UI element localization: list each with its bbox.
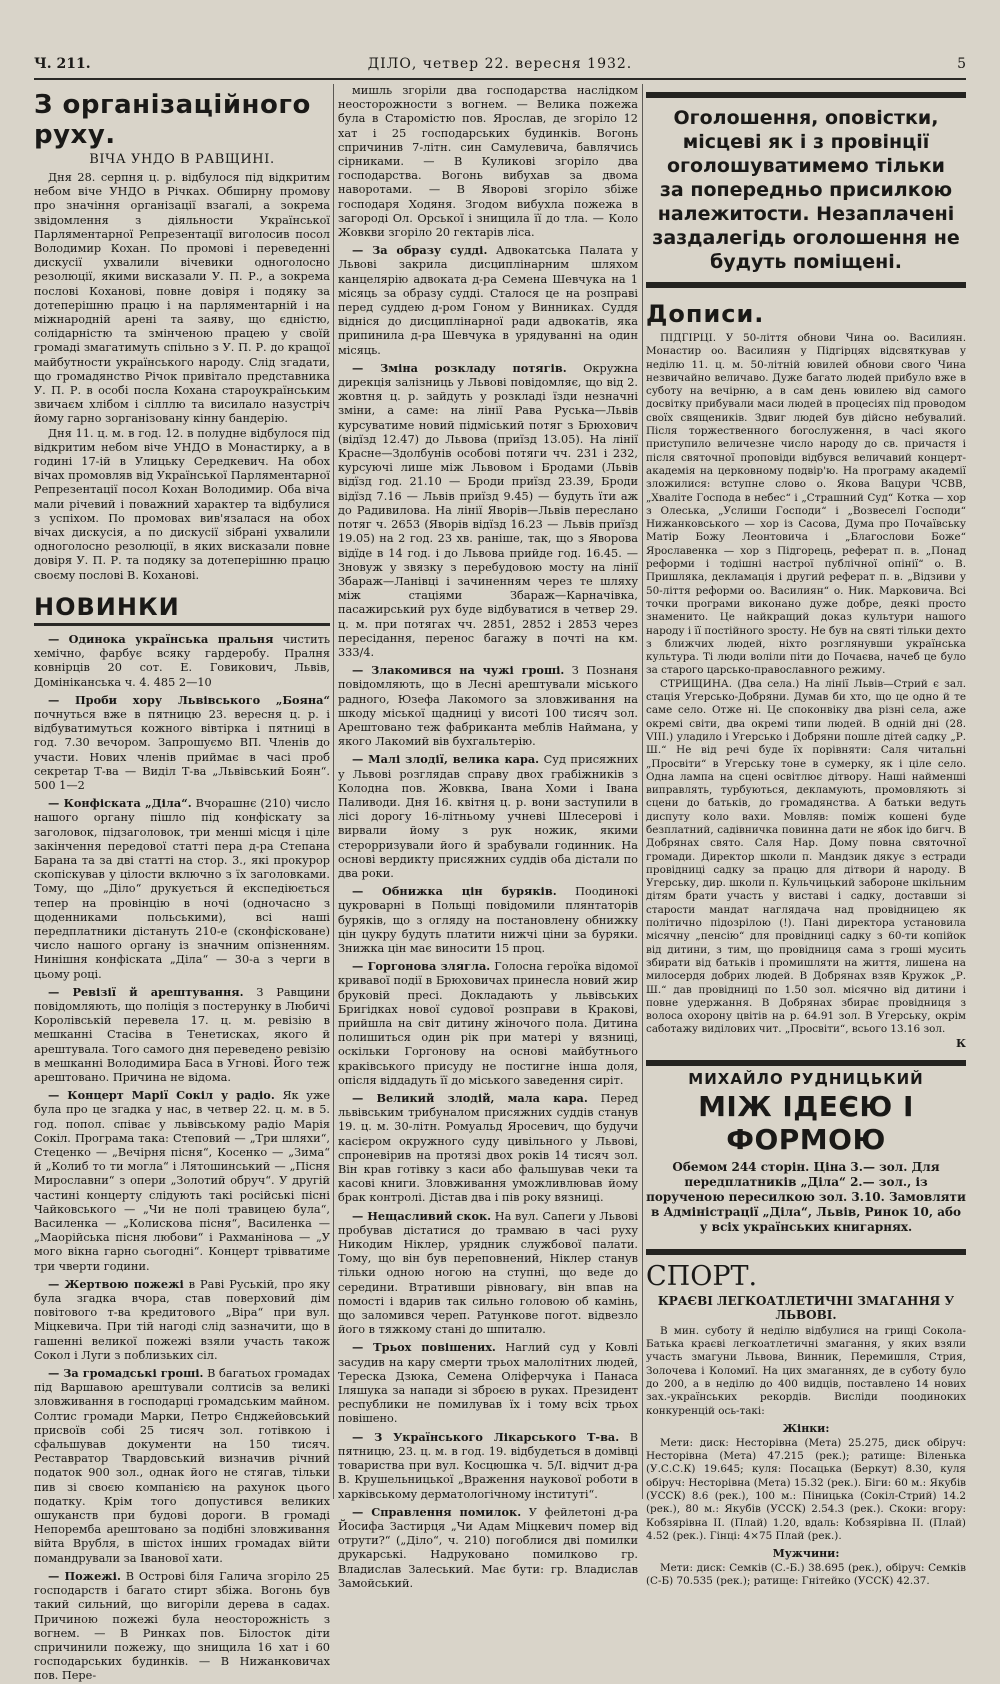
correspondence xyxy=(646,332,966,1037)
news-item xyxy=(34,796,330,982)
news-item xyxy=(34,693,330,793)
results-paragraph: Мети: диск: Несторівна (Мета) 25.275, диск обіруч: Несторівна (Мета) 47.215 (рек.); ратище: Віленька (У.С.С.К) 19.645; куля: Посацька (Беркут) 8.30, куля обіруч: Несторівна (Мета) 15.32 (рек.). Біги: 60 м.: Якубів (УССК) 8.6 (рек.), 100 м.: Піницька (Сокіл-Стрий) 14.2 (рек.), 80 м.: Якубів (УССК) 2.54.3 (рек.). Скоки: вгору: Кобзярівна ІІ. (Плай) 1.20, вдаль: Кобзярівна ІІ. (Плай) 4.52 (рек.). Гінці: 4×75 Плай (рек.). xyxy=(646,1436,966,1542)
news-item-headline: — Конфіската „Діла“. xyxy=(48,796,192,811)
news-item xyxy=(34,1088,330,1274)
news-item xyxy=(34,985,330,1085)
news-item xyxy=(338,884,638,956)
news-item-headline: — Злакомився на чужі гроші. xyxy=(352,663,565,678)
news-item-headline: — Великий злодій, мала кара. xyxy=(352,1091,588,1106)
news-item xyxy=(338,361,638,660)
column-rule xyxy=(333,84,334,1499)
article-subtitle: КРАЄВІ ЛЕГКОАТЛЕТИЧНІ ЗМАГАННЯ У ЛЬВОВІ. xyxy=(657,1293,955,1322)
news-item-text: Вчорашнє (210) число нашого органу пішло під конфіскату за заголовок, підзаголовок, три менші місця і ціле закінчення передової статті пера д-ра Степана Барана та за дві статті на стор. 3., які прокурор скопіскував у цілости включно з їх заголовками. Тому, що „Діло“ друкується й експедіюється тепер на провінцію в ночі (одночасно з щоденниками польськими), всі наші передплатники дістануть 210-е (сконфісковане) число нашого органу із значним опізненням. Нинішня конфіската „Діла“ — 30-а з черги в цьому році. xyxy=(34,797,330,981)
category-label: Мужчини: xyxy=(772,1547,840,1561)
news-item-headline: — Ревізії й арештування. xyxy=(48,984,244,999)
news-item-headline: — Нещасливий скок. xyxy=(352,1208,492,1223)
page-header xyxy=(34,54,966,80)
news-item-headline: — Малі злодії, велика кара. xyxy=(352,752,540,767)
section-title: СПОРТ. xyxy=(646,1249,966,1292)
news-item-headline: — Концерт Марії Сокіл у радіо. xyxy=(48,1088,275,1103)
column-2 xyxy=(338,84,639,1590)
news-item-headline: — З Українського Лікарського Т-ва. xyxy=(352,1429,620,1444)
column-rule xyxy=(642,84,643,1499)
ad-text: Обемом 244 сторін. Ціна 3.— зол. Для передплатників „Діла“ 2.— зол., із порученою пересилкою зол. 3.10. Замовляти в Адміністрації „Діла“, Львів, Ринок 10, або у всіх українських книгарнях. xyxy=(646,1159,966,1234)
ad-author: МИХАЙЛО РУДНИЦЬКИЙ xyxy=(688,1069,924,1088)
article-paragraph: ПІДГІРЦІ. У 50-ліття обнови Чина оо. Василиян. Монастир оо. Василиян у Підгірцях відсвяткував у неділю 11. ц. м. 50-літній ювилей обнови свого Чина незвичайно величаво. Дуже багато людей прибуло вже в суботу на вечірню, а в сам день ювилею від самого досвітку прибували маси людей в процесіях під проводом своїх священиків. Здвиг людей був дійсно небувалий. Після торжественного богослуження, в часі якого приступило величезне число народу до св. причастя і після святочної проповіди відбувся величавий концерт-академія на церковному подвір'ю. На програму академії зложилися: вступне слово о. Якова Вацури ЧСВВ, „Хваліте Господа в небес“ і „Страшний Суд“ Котка — хор з Олеська, „Услиши Господи“ і „Возвеселі Господи“ Нижанковського — хор із Сасова, Дума про Почаївську Матір Божу Леонтовича і „Благослови Боже“ Ярославенка — хор з Підгорець, реферат п. в. „Понад реформи і тодішні настрої публічної опінії“ о. В. Пришляка, декламація і другий реферат п. в. „Відзиви у 50-ліття реформи оо. Василиян“ о. Ник. Марковича. Всі точки програми виконано дуже добре, деякі просто знаменито. Це найкращий доказ культури нашого народу і її постійного зросту. Не був на святі тільки дехто з ближчих людей, ніхто розглянувши українська культура. Ті люди воліли піти до Почаєва, начеб це було за старого царсько-православного режиму. xyxy=(646,332,966,677)
news-item xyxy=(338,1340,638,1426)
news-item xyxy=(338,752,638,881)
column-3 xyxy=(646,84,966,1588)
news-item-text: В пятницю, 23. ц. м. в год. 19. відбудеться в домівці товариства при вул. Косцюшка ч. 5/І. відчит д-ра В. Крушельницької „Враження наукової роботи в харківському дерматологічному інституті“. xyxy=(338,1430,639,1501)
news-list xyxy=(338,243,638,1591)
news-item-headline: — Жертвою пожежі xyxy=(48,1276,184,1291)
news-item xyxy=(34,1366,330,1566)
article-paragraph: Дня 28. серпня ц. р. відбулося під відкритим небом віче УНДО в Річках. Обширну промову про значіння організації взагалі, а зокрема звідомлення з діяльности Української Парляментарної Репрезентації виголосив посол Володимир Кохан. По промові і переведенні дискусії ухвалили вічевики одноголосно резолюції, якими висказали У. П. Р., а зокрема послові Коханові, повне довіря і подяку за дотеперішню працю і на парляментарній і на міжнародній арені та заяву, що єдністю, солідарністю та змінченою працею у своїй громаді змагатимуть спільно з У. П. Р. до кращої майбутности українського народу. Слід згадати, що громадянство Річок привітало представника У. П. Р. в особі посла Кохана староукраїнським звичаєм хлібом і сілллю та висилало назустріч йому гарно зорганізовану кінну бандерію. xyxy=(34,171,330,426)
news-item-text: Перед львівським трибуналом присяжних суддів станув 19. ц. м. 30-літн. Ромуальд Яросевич, що будучи касієром окружного суду цивільного у Львові, спроневірив на протязі двох років 14 тисяч зол. Він крав готівку з каси або фальшував чеки та касові книги. Зловживання уможливлював йому брак контролі. Дістав два і пів року вязниці. xyxy=(338,1092,638,1205)
news-item xyxy=(34,632,330,690)
book-advertisement xyxy=(646,1060,966,1235)
section-title: З організаційного руху. xyxy=(34,90,311,150)
column-1 xyxy=(34,84,331,1683)
news-item xyxy=(338,1209,638,1338)
news-item-headline: — За образу судді. xyxy=(352,243,488,258)
news-item xyxy=(338,959,638,1088)
news-item-text: чистить хемічно, фарбує всяку гардеробу. Пралня ковнірців 20 сот. Е. Говикович, Львів, Домініканська ч. 4. 485 2—10 xyxy=(34,632,331,689)
news-item-headline: — Проби хору Львівського „Бояна“ xyxy=(48,692,330,707)
news-item xyxy=(34,1277,330,1363)
signature: К xyxy=(955,1036,966,1050)
news-item-headline: — Горгонова злягла. xyxy=(352,959,491,974)
article-paragraph: мишль згоріли два господарства наслідком неосторожности з вогнем. — Велика пожежа була в Старомістю пов. Ярослав, де згоріло 12 хат і 25 господарських будинків. Вогонь спричинив 7-літн. син Самулевича, бавлячись сірниками. — В Куликові згоріло два господарства. Вогонь вибухав за двома наворотами. — В Яворові згоріло збіже господаря Ходяня. Згодом вибухла пожежа в загороді Ол. Орської і знищила її до тла. — Коло Жовкви згоріло 20 гектарів ліса. xyxy=(338,84,638,240)
news-heading: НОВИНКИ xyxy=(34,593,330,626)
news-item-text: Голосна героїка відомої кривавої події в Брюховичах принесла новий жир бруковій пресі. Докладають у львівських Бригідках нової судової розправи в Кракові, прийшла на світ дитину жіночого пола. Дитина полишиться один рік при матері у вязниці, оскільки Горгонову на основі майбутнього краківського присуду не постигне інша доля, опісля віддадуть її до міського заведення сиріт. xyxy=(338,960,638,1087)
news-item-text: У фейлетоні д-ра Йосифа Застирця „Чи Адам Міцкевич помер від отрути?“ („Діло“, ч. 210) погоблися дві помилки друкарські. Надруковано помилково гр. Владислав Залеський. Має бути: гр. Владислав Замойський. xyxy=(338,1505,638,1590)
news-item xyxy=(338,1505,638,1591)
news-item xyxy=(338,243,638,358)
news-item-text: В Острові біля Галича згоріло 25 господарств і багато стирт збіжа. Вогонь був такий сильний, що вигоріли дерева в садах. Причиною пожежі була неосторожність з вогнем. — В Ринках пов. Білосток діти спричинили пожежу, що знищила 16 хат і 60 господарських будинків. — В Нижанковичах пов. Пере- xyxy=(34,1569,330,1683)
article-paragraph: В мин. суботу й неділю відбулися на грищі Сокола-Батька краєві легкоатлетичні змагання, у яких взяли участь змагуни Львова, Винник, Перемишля, Стрия, Золочева і Коломиї. На цих змаганнях, де в суботу було до 200, а в неділю до 400 видців, поставлено 14 нових зах.-українських рекордів. Висліди поодиноких конкуренцій ось-такі: xyxy=(646,1324,966,1417)
issue-number: Ч. 211. xyxy=(34,56,91,72)
news-item-headline: — Трьох повішених. xyxy=(352,1340,496,1355)
news-item-headline: — Пожежі. xyxy=(48,1568,121,1583)
page-number: 5 xyxy=(957,56,966,72)
news-item-headline: — Справлення помилок. xyxy=(352,1504,522,1519)
news-item-text: почнуться вже в пятницю 23. вересня ц. р. і відбуватимуться кожного вівтірка і пятниці в год. 7.30 вечором. Запрошуємо ВП. Членів до участи. Нових членів приймає в часі проб секретар Т-ва — Виділ Т-ва „Львівський Боян“. 500 1—2 xyxy=(34,707,330,792)
news-item-text: З Равщини повідомляють, що поліція з постерунку в Любичі Королівській перевела 17. ц. м. ревізію в мешканні Стасіва в Тенетисках, якого й арештувала. Того самого дня переведено ревізію в мешканні Володимира Баса в Угнові. Його теж арештовано. Причина не відома. xyxy=(34,985,331,1084)
news-item xyxy=(338,1091,638,1206)
masthead: ДІЛО, четвер 22. вересня 1932. xyxy=(367,56,633,72)
news-item-text: в Раві Руській, про яку була згадка вчора, став поверховий дім повітового т-ва кредитового „Віра“ при вул. Міцкевича. При тій нагоді слід зазначити, що в гашенні великої пожежі взяли участь також Сокол і Луги з поблизьких сіл. xyxy=(34,1277,330,1362)
news-item-text: Суд присяжних у Львові розглядав справу двох грабіжників з Колодна пов. Жовква, Івана Хоми і Івана Паливоди. Дня 16. квітня ц. р. вони заступили в лісі дорогу 16-літньому учневі Шлесерові і вирвали йому з рук ножик, якими стерорризували його й зрабували годинник. На основі вердикту присяжних суддів оба дістали по два роки. xyxy=(338,753,638,880)
news-item xyxy=(338,1430,638,1502)
news-item-text: Адвокатська Палата у Львові закрила дисциплінарним шляхом канцелярію адвоката д-ра Семена Шевчука на 1 місяць за образу судді. Сталося це на розправі перед суддею д-ром Гоном у Винниках. Суддя відніся до дисциплінарної ради адвокатів, яка припинила д-ра Шевчука в урядуванні на один місяць. xyxy=(338,244,638,357)
news-item-text: З Познаня повідомляють, що в Лесні арештували міського радного, Юзефа Лакомого за зловживання на шкоду міської щадниці у висоті 100 тисяч зол. Арештовано теж фабриканта меблів Наймана, у якого Лакомий вів бухгальтерію. xyxy=(338,664,638,749)
article-subtitle: ВІЧА УНДО В РАВЩИНІ. xyxy=(89,152,275,167)
news-item-headline: — Одинока українська пральня xyxy=(48,631,274,646)
news-item-text: Як уже була про це згадка у нас, в четвер 22. ц. м. в 5. год. попол. співає у львівському радіо Марія Сокіл. Програма така: Степовий — „Три шляхи“, Стеценко — „Вечірня пісня“, Косенко — „Зима“ й „Колиб то ти могла“ і Лятошинський — „Пісня Мирославни“ з опери „Золотий обруч“. У другій частині концерту слідують такі російські пісні Чайковського — „Чи не полі травицею була“, Василенка — „Колискова пісня“, Василенка — „Маорійська пісня любови“ і Рахманінова — „У мого вікна гарно сьогодні“. Концерт трівватиме три чверти години. xyxy=(34,1089,330,1273)
news-list xyxy=(34,632,330,1684)
ad-title: МІЖ ІДЕЄЮ І ФОРМОЮ xyxy=(698,1089,914,1156)
news-item-headline: — Зміна розкладу потягів. xyxy=(352,360,567,375)
news-item-text: В багатьох громадах під Варшавою арештували солтисів за великі зловживання в господарці громадським майном. Солтис громади Марки, Петро Єнджейовський присвоїв собі 25 тисяч зол. готівкою і сфальшував документи на 150 тисяч. Реставратор Твардовський визначив річний податок 900 зол., однак його не стягав, тільки пив зі своєю компанією на рахунок цього податку. Крім того допустився великих ошуканств при будові дороги. В громаді Непоремба арештовано за подібні зловживання війта Врубля, в шістох інших громадах війти помандрували за Іванової хати. xyxy=(34,1367,330,1565)
results-paragraph: Мети: диск: Семків (С.-Б.) 38.695 (рек.), обіруч: Семків (С-Б) 70.535 (рек.); ратище: Гнітейко (УССК) 42.37. xyxy=(646,1562,966,1588)
sport-article xyxy=(646,1325,966,1589)
news-item-headline: — Обнижка цін буряків. xyxy=(352,884,557,899)
news-item xyxy=(34,1569,330,1684)
news-item xyxy=(338,663,638,749)
news-item-text: Наглий суд у Ковлі засудив на кару смерти трьох малолітних людей, Тереска Дзюка, Семена Оліферчука і Панаса Іляшука за напади зі зброєю в руках. Президент республики не помилував їх і тому всіх трьох повішено. xyxy=(338,1341,638,1426)
news-item-text: Поодинокі цукроварні в Польщі повідомили плянтаторів буряків, що з огляду на постановлену обнижку цін цукру будуть платити нижчі ціни за буряки. Знижка цін має виносити 15 проц. xyxy=(338,885,639,955)
article-paragraph: СТРИЩИНА. (Два села.) На лінії Львів—Стрий є зал. стація Угерсько-Добряни. Думав би хто, що це одно й те саме село. Отже ні. Це споконвіку два різні села, аже окремі світи, два окремі типи людей. В одній дні (28. VIII.) уладило і Угерсько і Добряни пошле дітей садку „Р. Ш.“ Не від речі буде їх порівняти: Саля читальні „Просвіти“ в Угерську тоне в сумерку, як і ціле село. Одна лампа на сцені освітлює дітвору. Наші найменші виправлять, турбуються, декламують, промовляють зі сцени до батьків, до громадянства. А батьки ведуть диспуту коло вахи. Мовляв: поміж кошені буде безплатний, садівничка повинна дати не ябок ідо бигч. В Добрянах свято. Саля Нар. Дому повна святочної громади. Директор школи п. Мандзик дякує з естради провідниці садку за працю для дітвори й народу. В Угерську, дир. школи п. Кульчицький забороне шкільним дітям брати участь у виставі і садку, доставши зі старости мандат наглядача над провідницею як політично підозрілою (!). Пані директора установила місячну „пенсію“ для провідниці садку з 60-ти копійок від дитини, з тим, що провідниця сама з гроші мусить збирати від батьків і промишляти на життя, лишена на милосердя добрих людей. В Добрянах взяв Кружок „Р. Ш.“ дав провідниці по 1.50 зол. місячно від дитини і повне удержання. В Добрянах збирає провідниця з волоса охорону цвітів на р. 64.91 зол. В Угерську, окрім саботажу виділових чит. „Просвіти“, всього 13.16 зол. xyxy=(646,677,966,1036)
category-label: Жінки: xyxy=(782,1421,830,1435)
news-item-headline: — За громадські гроші. xyxy=(48,1366,204,1381)
news-item-text: Окружна дирекція залізниць у Львові повідомляє, що від 2. жовтня ц. р. зайдуть у розкладі їзди незначні зміни, а саме: на лінії Рава Руська—Львів курсуватиме новий підміський потяг з Брюхович (відїзд 12.47) до Львова (приїзд 13.05). На лінії Красне—Здолбунів особові потяги чч. 231 і 232, курсуючі лише між Львовом і Бродами (Львів відїзд год. 21.10 — Броди приїзд 23.39, Броди відїзд 7.16 — Львів приїзд 9.45) — будуть їти аж до Радивилова. На лінії Яворів—Львів переслано потяг ч. 2653 (Яворів відїзд 16.23 — Львів приїзд 19.05) на 2 год. 23 хв. раніше, так, що з Яворова відїде в 14 год. і до Львова прийде год. 16.45. — Зновуж у звязку з перебудовою мосту на лінії Збараж—Ланівці і зачиненням через те шляху між стаціями Збараж—Карначівка, пасажирський рух буде відбуватися в четвер 29. ц. м. при потягах чч. 2851, 2852 і 2853 через пересідання, переноc багажу в почті на км. 333/4. xyxy=(338,361,638,659)
section-title: Дописи. xyxy=(646,300,765,328)
notice-box: Оголошення, оповістки, місцеві як і з провінції оголошуватимемо тільки за попередньо присилкою належитости. Незаплачені заздалегідь оголошення не будуть поміщені. xyxy=(646,92,966,288)
news-item-text: На вул. Сапеги у Львові пробував дістатися до трамваю в часі руху Никодим Ніклер, урядник службової палати. Тому, що він був переповнений, Ніклер станув тільки одною ногою на ступні, що веде до середини. Втративши рівновагу, він впав на помості і вдарив так сильно головою об камінь, що заломився череп. Ратункове погот. відвезло його в тяжкому стані до шпиталю. xyxy=(338,1209,638,1337)
article-paragraph: Дня 11. ц. м. в год. 12. в полудне відбулося під відкритим небом віче УНДО в Монастирку, а в годині 17-ій в Улицьку Середкевич. На обох вічах промовляв від Української Парляментарної Репрезентації посол Кохан Володимир. Оба віча мали річевий і поважний характер та відбулися з успіхом. По промовах вив'язалася на обох вічах дискусія, а по дискусії зібрані ухвалили одноголосно резолюції, в яких висказали повне довіря У. П. Р. та подяку за дотеперішню працю своєму послові В. Коханові. xyxy=(34,426,330,582)
